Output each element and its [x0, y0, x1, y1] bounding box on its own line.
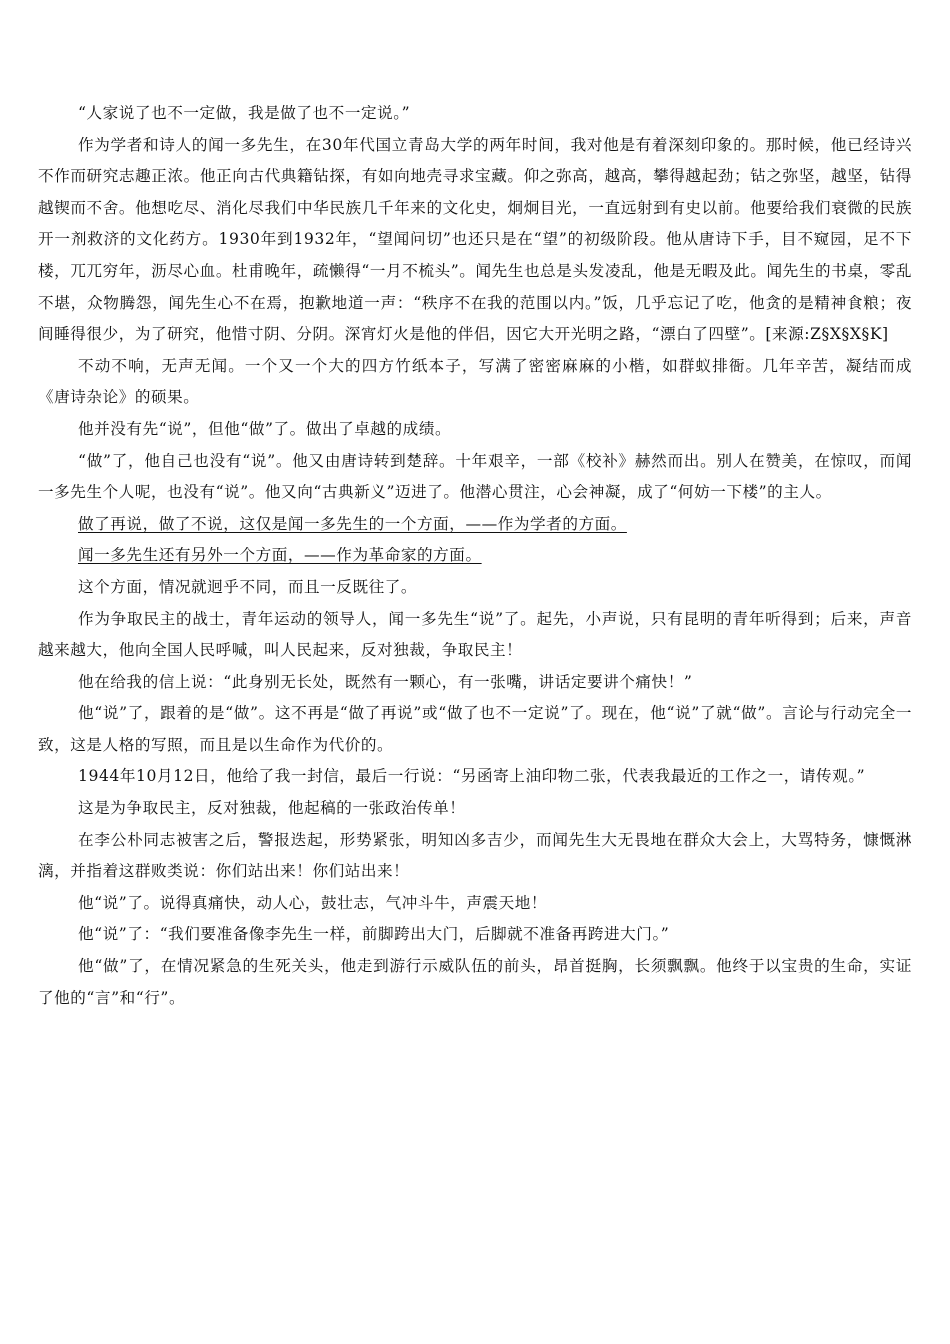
paragraph-letter-date: 1944年10月12日，他给了我一封信，最后一行说：“另函寄上油印物二张，代表我最近的工作之一，请传观。”	[78, 767, 866, 786]
paragraph-different-situation: 这个方面，情况就迥乎不同，而且一反既往了。	[78, 577, 418, 596]
paragraph-letter-quote: 他在给我的信上说：“此身别无长处，既然有一颗心，有一张嘴，讲话定要讲个痛快！”	[78, 672, 693, 691]
paragraph-li-gongpu: 在李公朴同志被害之后，警报迭起，形势紧张，明知凶多吉少，而闻先生大无畏地在群众大会上，大骂特务，慷慨淋漓，并指着这群败类说：你们站出来！你们站出来！	[38, 830, 912, 881]
paragraph-ready-quote: 他“说”了：“我们要准备像李先生一样，前脚跨出大门，后脚就不准备再跨进大门。”	[78, 925, 670, 944]
paragraph-spoke-boldly: 他“说”了。说得真痛快，动人心，鼓壮志，气冲斗牛，声震天地！	[78, 893, 548, 912]
paragraph-words-and-deeds: 他“说”了，跟着的是“做”。这不再是“做了再说”或“做了也不一定说”了。现在，他“说”了就“做”。言论与行动完全一致，这是人格的写照，而且是以生命作为代价的。	[38, 704, 912, 754]
paragraph-scholar-description: 作为学者和诗人的闻一多先生，在30年代国立青岛大学的两年时间，我对他是有着深刻印象的。那时候，他已经诗兴不作而研究志趣正浓。他正向古代典籍钻探，有如向地壳寻求宝藏。仰之弥高，越高，攀得越起劲；钻之弥坚，越坚，钻得越锲而不舍。他想吃尽、消化尽我们中华民族几千年来的文化史，炯炯目光，一直远射到有史以前。他要给我们衰微的民族开一剂救济的文化药方。1930年到1932年，“望闻问切”也还只是在“望”的初级阶段。他从唐诗下手，目不窥园，足不下楼，兀兀穷年，沥尽心血。杜甫晚年，疏懒得“一月不梳头”。闻先生也总是头发凌乱，他是无暇及此。闻先生的书桌，零乱不堪，众物腾怨，闻先生心不在焉，抱歉地道一声：“秩序不在我的范围以内。”饭，几乎忘记了吃，他贪的是精神食粮；夜间睡得很少，为了研究，他惜寸阴、分阴。深宵灯火是他的伴侣，因它大开光明之路，“漂白了四壁”。[来源:Z§X§X§K]	[38, 135, 912, 344]
paragraph-final-act: 他“做”了，在情况紧急的生死关头，他走到游行示威队伍的前头，昂首挺胸，长须飘飘。他终于以宝贵的生命，实证了他的“言”和“行”。	[38, 957, 912, 1007]
paragraph-revolutionary-aspect	[38, 540, 912, 572]
paragraph-political-leaflet: 这是为争取民主，反对独裁，他起稿的一张政治传单！	[78, 799, 466, 818]
underlined-sentence-revolutionary: 闻一多先生还有另外一个方面，——作为革命家的方面。	[78, 546, 482, 565]
paragraph-tang-poetry: 不动不响，无声无闻。一个又一个大的四方竹纸本子，写满了密密麻麻的小楷，如群蚁排衙。几年辛苦，凝结而成《唐诗杂论》的硕果。	[38, 356, 912, 407]
paragraph-chuci: “做”了，他自己也没有“说”。他又由唐诗转到楚辞。十年艰辛，一部《校补》赫然而出。别人在赞美，在惊叹，而闻一多先生个人呢，也没有“说”。他又向“古典新义”迈进了。他潜心贯注，心会神凝，成了“何妨一下楼”的主人。	[38, 451, 912, 502]
paragraph-democracy-fighter: 作为争取民主的战士，青年运动的领导人，闻一多先生“说”了。起先，小声说，只有昆明的青年听得到；后来，声音越来越大，他向全国人民呼喊，叫人民起来，反对独裁，争取民主！	[38, 609, 912, 660]
paragraph-did-not-say: 他并没有先“说”，但他“做”了。做出了卓越的成绩。	[78, 419, 452, 438]
article-body	[38, 98, 912, 1014]
underlined-sentence-scholar: 做了再说，做了不说，这仅是闻一多先生的一个方面，——作为学者的方面。	[78, 514, 627, 533]
paragraph-scholar-aspect	[38, 509, 912, 541]
paragraph-opening-quote: “人家说了也不一定做，我是做了也不一定说。”	[78, 104, 411, 122]
